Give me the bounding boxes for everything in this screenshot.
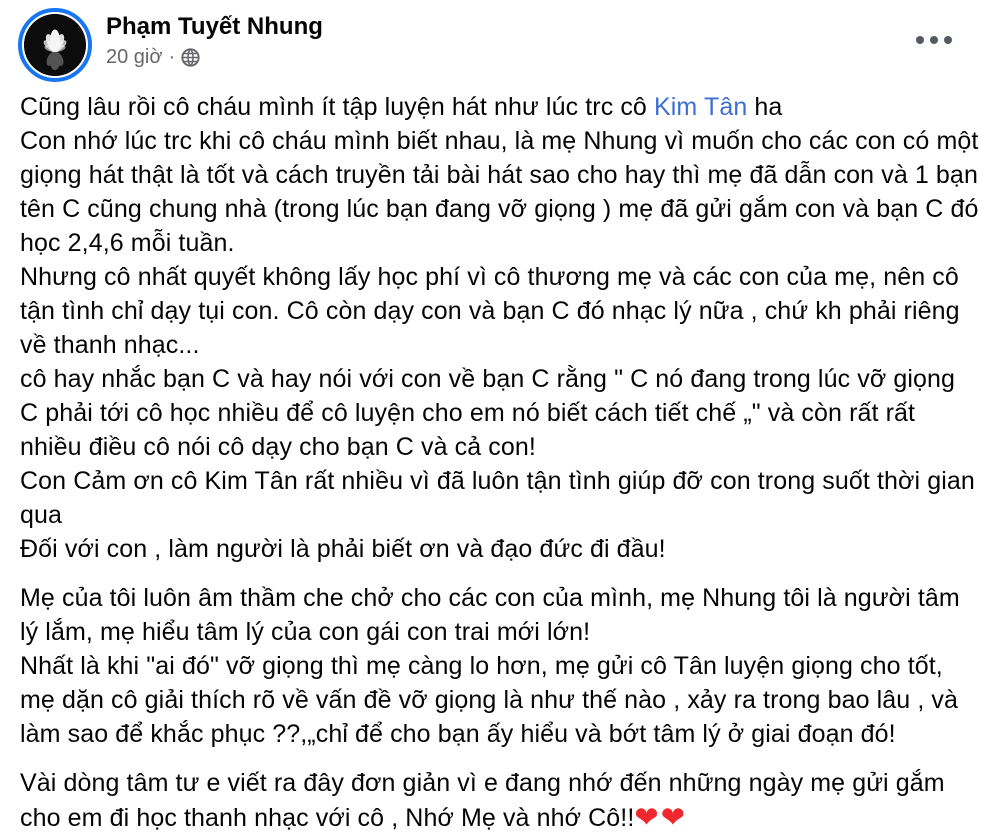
kim-tan-profile-link[interactable]: Kim Tân xyxy=(654,93,748,121)
post-text-line: Nhất là khi "ai đó" vỡ giọng thì mẹ càng lo hơn, mẹ gửi cô Tân luyện giọng cho tốt, mẹ dặn cô giải thích rõ về vấn đề vỡ giọng là như thế nào , xảy ra trong bao lâu , và làm sao để khắc phục ??,„chỉ để cho bạn ấy hiểu và bớt tâm lý ở giai đoạn đó! xyxy=(20,652,966,748)
post-text-line: Con Cảm ơn cô Kim Tân rất nhiều vì đã luôn tận tình giúp đỡ con trong suốt thời gian qua xyxy=(20,467,982,529)
timestamp[interactable]: 20 giờ xyxy=(106,46,163,68)
author-name[interactable]: Phạm Tuyết Nhung xyxy=(106,13,323,40)
red-heart-emoji: ❤❤ xyxy=(634,800,688,834)
post-text-line xyxy=(20,90,980,124)
ellipsis-icon xyxy=(944,36,952,44)
post-text-line: Nhưng cô nhất quyết không lấy học phí vì cô thương mẹ và các con của mẹ, nên cô tận tình chỉ dạy tụi con. Cô còn dạy con và bạn C đó nhạc lý nữa , chứ kh phải riêng về thanh nhạc... xyxy=(20,263,967,359)
post-text-line: Mẹ của tôi luôn âm thầm che chở cho các con của mình, mẹ Nhung tôi là người tâm lý lắm, mẹ hiểu tâm lý của con gái con trai mới lớn! xyxy=(20,584,967,646)
avatar[interactable] xyxy=(18,8,92,82)
globe-icon xyxy=(181,48,200,67)
post-text: ha xyxy=(747,93,783,121)
post-text-line: Đối với con , làm người là phải biết ơn và đạo đức đi đầu! xyxy=(20,535,666,563)
meta-separator: · xyxy=(168,46,176,68)
ellipsis-icon xyxy=(930,36,938,44)
post-body xyxy=(0,84,1000,835)
post-header xyxy=(0,0,1000,84)
post-text: Cũng lâu rồi cô cháu mình ít tập luyện hát như lúc trc cô xyxy=(20,93,654,121)
lotus-avatar-image xyxy=(24,14,86,76)
post-text-line: Con nhớ lúc trc khi cô cháu mình biết nhau, là mẹ Nhung vì muốn cho các con có một giọng hát thật là tốt và cách truyền tải bài hát sao cho hay thì mẹ đã dẫn con và 1 bạn tên C cũng chung nhà (trong lúc bạn đang vỡ giọng ) mẹ đã gửi gắm con và bạn C đó học 2,4,6 mỗi tuần. xyxy=(20,127,986,257)
header-text xyxy=(106,8,323,69)
post-options-button[interactable] xyxy=(908,28,960,52)
post-text-line xyxy=(20,766,980,835)
post-text-line: cô hay nhắc bạn C và hay nói với con về bạn C rằng " C nó đang trong lúc vỡ giọng C phải tới cô học nhiều để cô luyện cho em nó biết cách tiết chế „" và còn rất rất nhiều điều cô nói cô dạy cho bạn C và cả con! xyxy=(20,365,963,461)
post-meta xyxy=(106,45,323,69)
post-text: Vài dòng tâm tư e viết ra đây đơn giản vì e đang nhớ đến những ngày mẹ gửi gắm cho em đi học thanh nhạc với cô , Nhớ Mẹ và nhớ Cô!! xyxy=(20,769,952,832)
ellipsis-icon xyxy=(916,36,924,44)
